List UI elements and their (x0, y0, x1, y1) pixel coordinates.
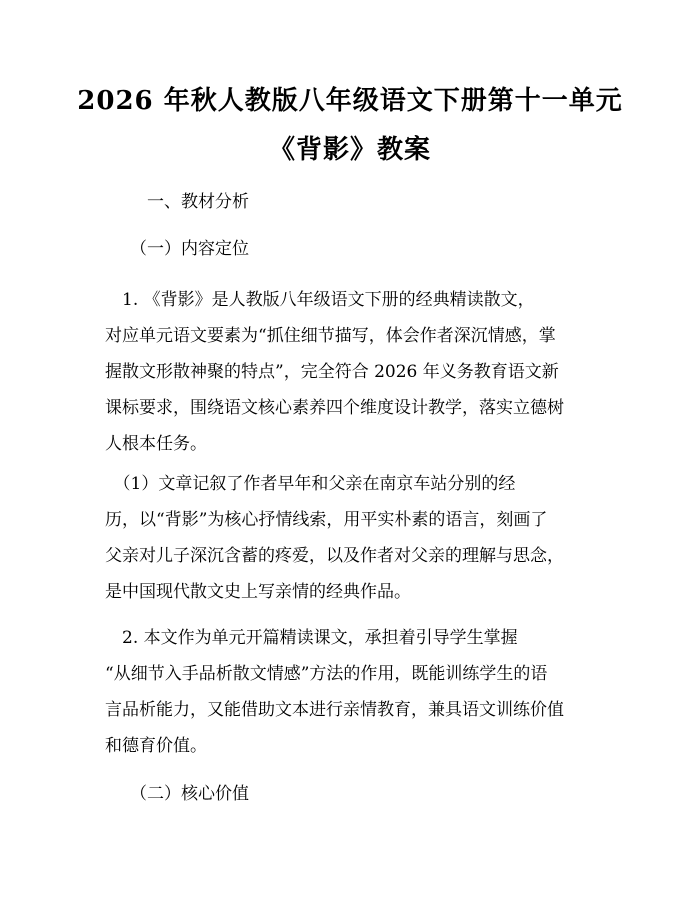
document-title-line-1: 2026 年秋人教版八年级语文下册第十一单元 (77, 86, 623, 116)
paragraph-line: 1. 《背影》是人教版八年级语文下册的经典精读散文， (105, 290, 535, 310)
paragraph-line: 和德育价值。 (105, 736, 207, 756)
subsection-heading-core-value: （二）核心价值 (130, 784, 249, 804)
paragraph-line: 言品析能力，又能借助文本进行亲情教育，兼具语文训练价值 (105, 700, 564, 720)
paragraph-line: 人根本任务。 (105, 434, 207, 454)
paragraph-line: 历，以“背影”为核心抒情线索，用平实朴素的语言，刻画了 (105, 510, 548, 530)
paragraph-line: 父亲对儿子深沉含蓄的疼爱，以及作者对父亲的理解与思念， (105, 546, 564, 566)
paragraph-line: 握散文形散神聚的特点”，完全符合 2026 年义务教育语文新 (105, 362, 559, 382)
paragraph-3 (105, 620, 600, 764)
paragraph-line: 课标要求，围绕语文核心素养四个维度设计教学，落实立德树 (105, 398, 564, 418)
paragraph-line: 对应单元语文要素为“抓住细节描写，体会作者深沉情感，掌 (105, 326, 556, 346)
paragraph-line: 是中国现代散文史上写亲情的经典作品。 (105, 582, 411, 602)
paragraph-1 (105, 282, 600, 462)
section-heading-textbook-analysis: 一、教材分析 (147, 192, 249, 212)
paragraph-2 (105, 466, 600, 610)
paragraph-line: （1）文章记叙了作者早年和父亲在南京车站分别的经 (105, 474, 516, 494)
paragraph-line: 2. 本文作为单元开篇精读课文，承担着引导学生掌握 (105, 628, 518, 648)
subsection-heading-content-positioning: （一）内容定位 (130, 239, 249, 259)
paragraph-line: “从细节入手品析散文情感”方法的作用，既能训练学生的语 (105, 664, 548, 684)
document-title-line-2: 《背影》教案 (268, 135, 431, 165)
